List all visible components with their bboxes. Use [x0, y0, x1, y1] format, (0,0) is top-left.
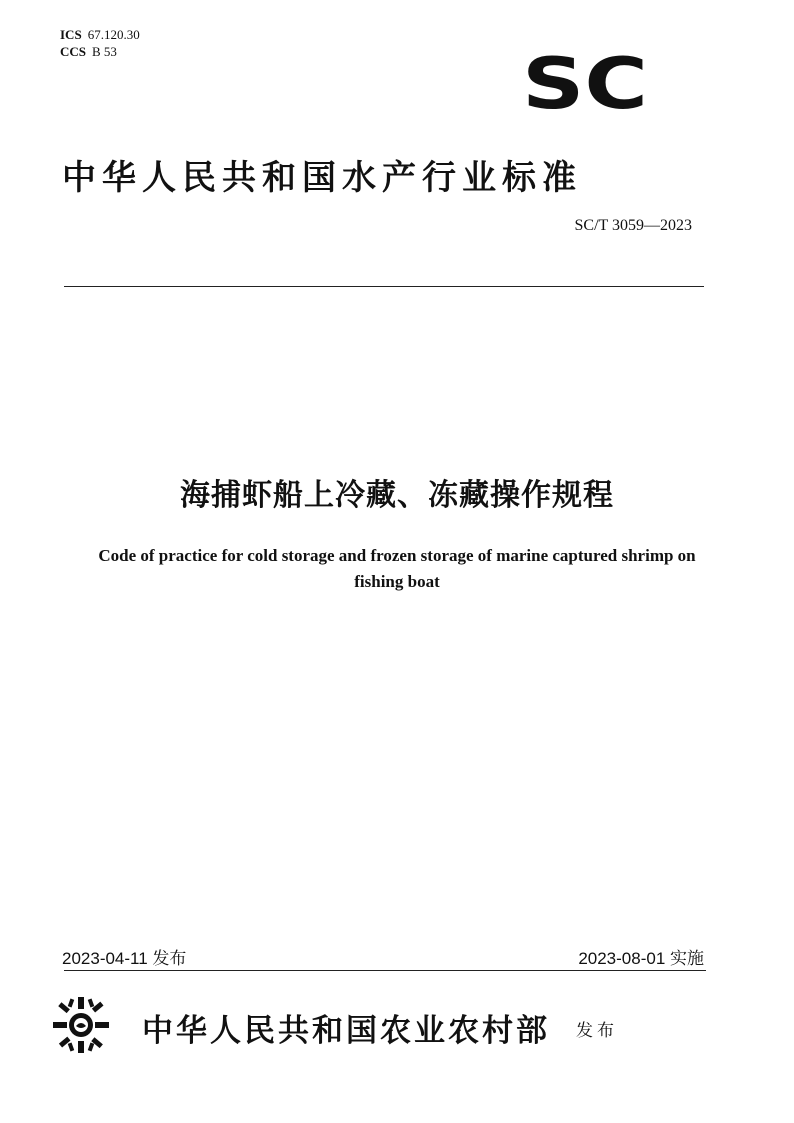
publish-date: 2023-04-11 发布: [62, 949, 187, 968]
issuing-authority: 中华人民共和国农业农村部: [142, 1013, 550, 1049]
document-title-chinese: 海捕虾船上冷藏、冻藏操作规程: [180, 478, 614, 513]
top-divider: [64, 286, 704, 287]
standard-number: SC/T 3059—2023: [574, 217, 692, 234]
effective-date: 2023-08-01 实施: [578, 949, 704, 968]
ccs-label: CCS: [60, 44, 87, 59]
classification-codes: [60, 26, 140, 60]
ministry-emblem-icon: [45, 995, 117, 1055]
ics-code: 67.120.30: [87, 27, 140, 42]
ics-row: [60, 26, 140, 43]
standard-title: 中华人民共和国水产行业标准: [62, 158, 582, 198]
ccs-row: [60, 43, 140, 60]
document-title-english: Code of practice for cold storage and frozen storage of marine captured shrimp on fishing boat: [98, 546, 696, 591]
ccs-code: B 53: [92, 44, 117, 59]
sc-logo-text: SC: [522, 50, 648, 114]
ics-label: ICS: [60, 27, 82, 42]
issue-label: 发布: [576, 1021, 618, 1041]
sc-logo: [520, 50, 650, 114]
bottom-divider: [64, 970, 706, 971]
